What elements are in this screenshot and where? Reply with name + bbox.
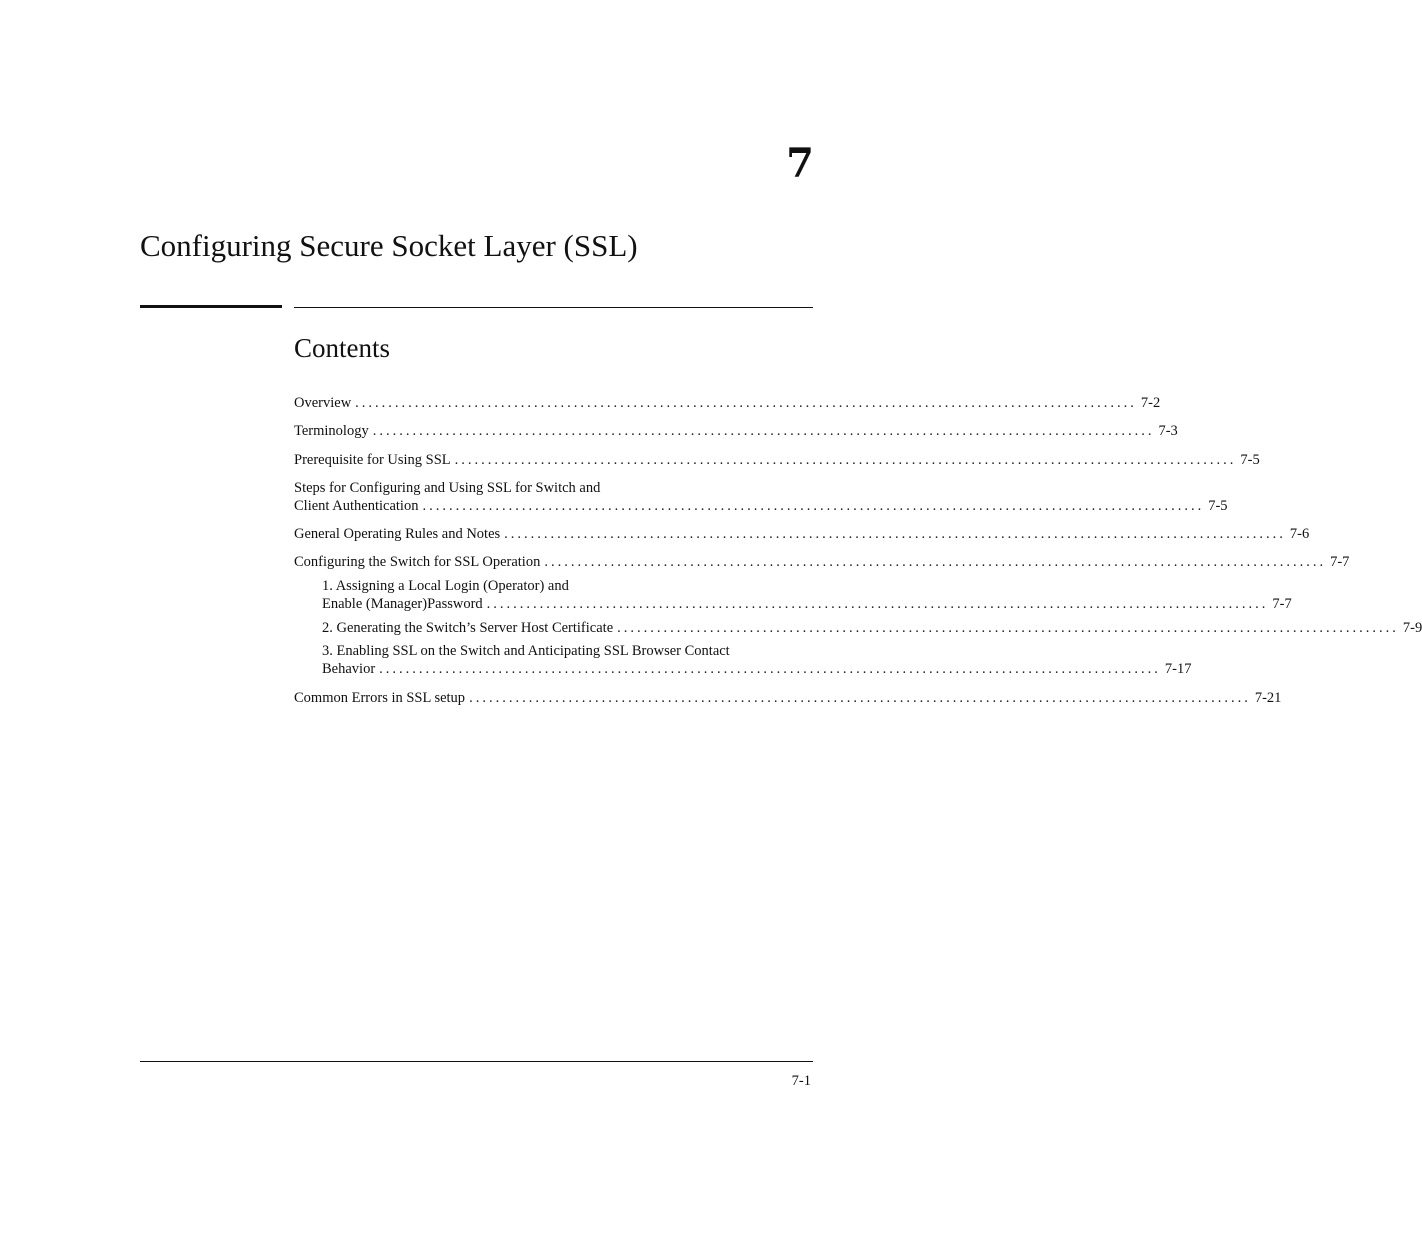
chapter-number: 7: [786, 140, 814, 187]
toc-leader-dots: ......................................................................................................................: [422, 498, 1205, 514]
toc-entry-text: Enable (Manager)Password: [322, 596, 483, 612]
toc-entry-page: 7-6: [1289, 526, 1310, 542]
toc-entry-terminology[interactable]: [294, 422, 1178, 440]
toc-leader-dots: ......................................................................................................................: [617, 620, 1399, 636]
toc-entry-steps-configuring[interactable]: [294, 479, 1228, 515]
toc-leader-dots: ......................................................................................................................: [372, 423, 1155, 439]
toc-entry-page: 7-5: [1240, 452, 1260, 468]
toc-entry-page: 7-17: [1164, 661, 1192, 677]
toc-entry-text: Prerequisite for Using SSL: [294, 452, 451, 468]
toc-entry-configuring-switch[interactable]: [294, 553, 1350, 571]
toc-leader-dots: ......................................................................................................................: [504, 526, 1286, 542]
toc-entry-page: 7-9: [1402, 620, 1422, 636]
toc-entry-text: 2. Generating the Switch’s Server Host Certificate: [322, 620, 614, 636]
heading-rule-thin: [294, 307, 813, 308]
toc-leader-dots: ......................................................................................................................: [355, 395, 1137, 411]
toc-entry-page: 7-5: [1208, 498, 1228, 514]
toc-entry-general-rules[interactable]: [294, 525, 1310, 543]
toc-entry-text: Client Authentication: [294, 498, 419, 514]
footer-rule: [140, 1061, 813, 1062]
toc-entry-text: General Operating Rules and Notes: [294, 526, 501, 542]
toc-entry-text: Behavior: [322, 661, 376, 677]
toc-entry-text: Configuring the Switch for SSL Operation: [294, 554, 541, 570]
toc-entry-page: 7-7: [1272, 596, 1292, 612]
toc-entry-text: Terminology: [294, 423, 369, 439]
toc-subentry-enabling-ssl[interactable]: [322, 642, 1192, 678]
contents-heading: Contents: [294, 333, 391, 363]
toc-entry-text: Common Errors in SSL setup: [294, 690, 466, 706]
toc-entry-text-line1: Steps for Configuring and Using SSL for Switch and: [294, 480, 601, 496]
toc-entry-text: Overview: [294, 395, 352, 411]
toc-entry-common-errors[interactable]: [294, 689, 1282, 707]
chapter-title: Configuring Secure Socket Layer (SSL): [140, 228, 638, 263]
toc-entry-page: 7-2: [1140, 395, 1161, 411]
toc-subentry-host-certificate[interactable]: [322, 619, 1422, 637]
toc-entry-page: 7-3: [1158, 423, 1178, 439]
toc-entry-text-line1: 1. Assigning a Local Login (Operator) and: [322, 578, 569, 594]
toc-entry-page: 7-21: [1254, 690, 1282, 706]
toc-entry-overview[interactable]: [294, 394, 1161, 412]
toc-entry-text-line1: 3. Enabling SSL on the Switch and Anticipating SSL Browser Contact: [322, 643, 730, 659]
toc-leader-dots: ......................................................................................................................: [379, 661, 1161, 677]
toc-entry-page: 7-7: [1330, 554, 1350, 570]
toc-subentry-local-login[interactable]: [322, 577, 1292, 613]
toc-leader-dots: ......................................................................................................................: [454, 452, 1237, 468]
toc-entry-prerequisite[interactable]: [294, 451, 1260, 469]
toc-leader-dots: ......................................................................................................................: [544, 554, 1327, 570]
toc-leader-dots: ......................................................................................................................: [469, 690, 1251, 706]
toc-leader-dots: ......................................................................................................................: [486, 596, 1269, 612]
heading-rule-thick: [140, 305, 282, 308]
footer-page-number: 7-1: [791, 1073, 811, 1089]
